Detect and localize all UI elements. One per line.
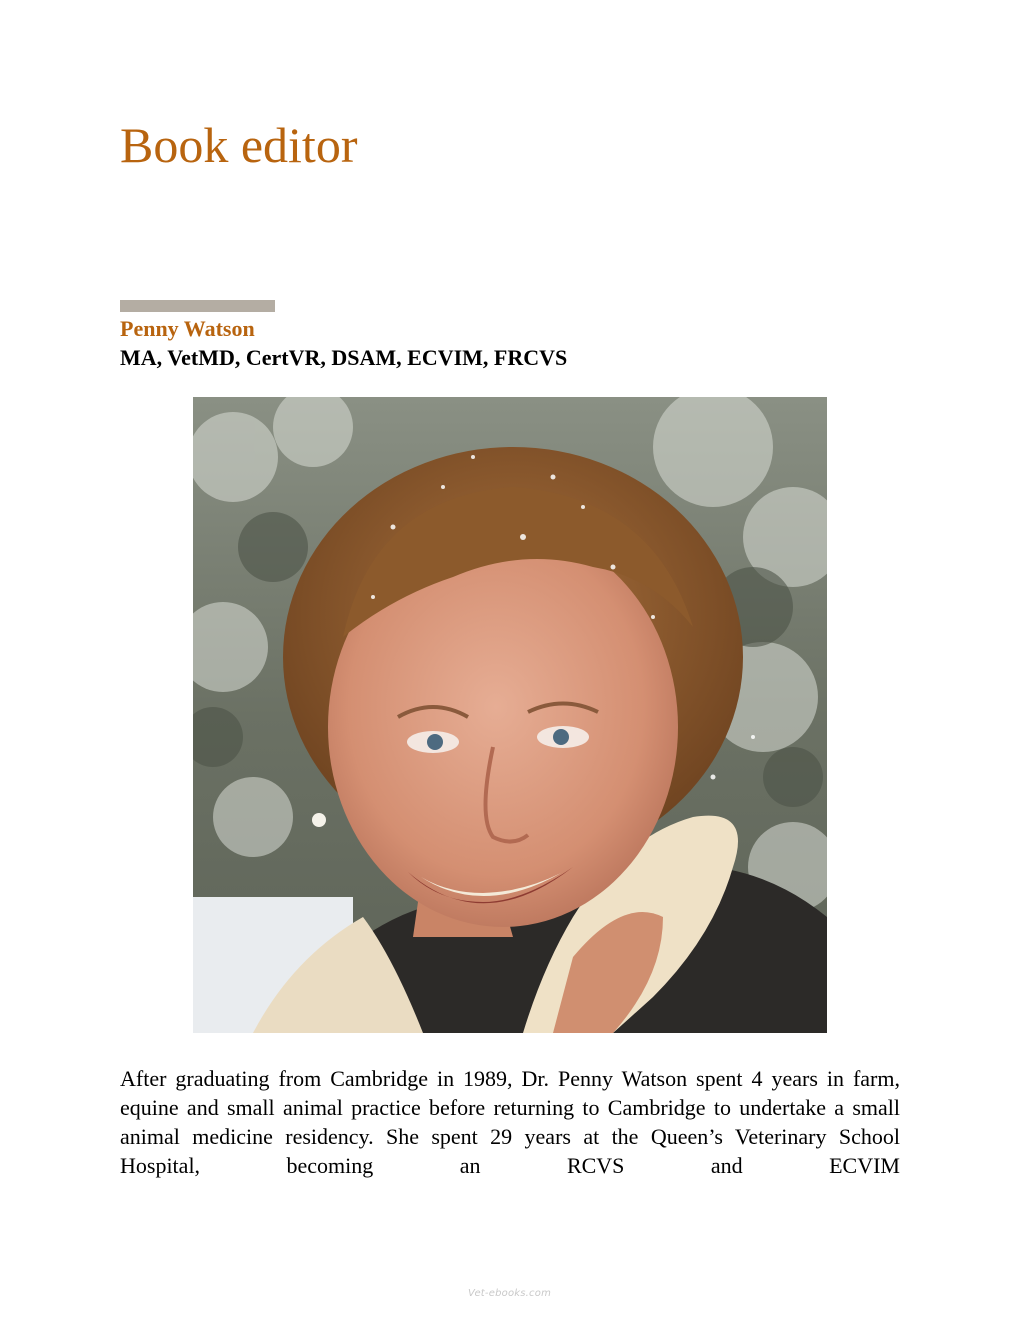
page-title: Book editor	[120, 117, 358, 173]
watermark-logo: Vet-ebooks.com	[468, 1288, 552, 1299]
accent-bar	[120, 300, 275, 312]
portrait-illustration	[193, 397, 827, 1033]
editor-biography: After graduating from Cambridge in 1989, Dr. Penny Watson spent 4 years in farm, equine and small animal practice before returning to Cambridge to undertake a small animal medicine residency. She spent 29 years at the Queen’s Veterinary School Hospital, becoming an RCVS and ECVIM	[120, 1066, 900, 1178]
editor-portrait-photo	[193, 397, 827, 1033]
editor-credentials: MA, VetMD, CertVR, DSAM, ECVIM, FRCVS	[120, 345, 568, 370]
editor-name: Penny Watson	[120, 316, 255, 341]
